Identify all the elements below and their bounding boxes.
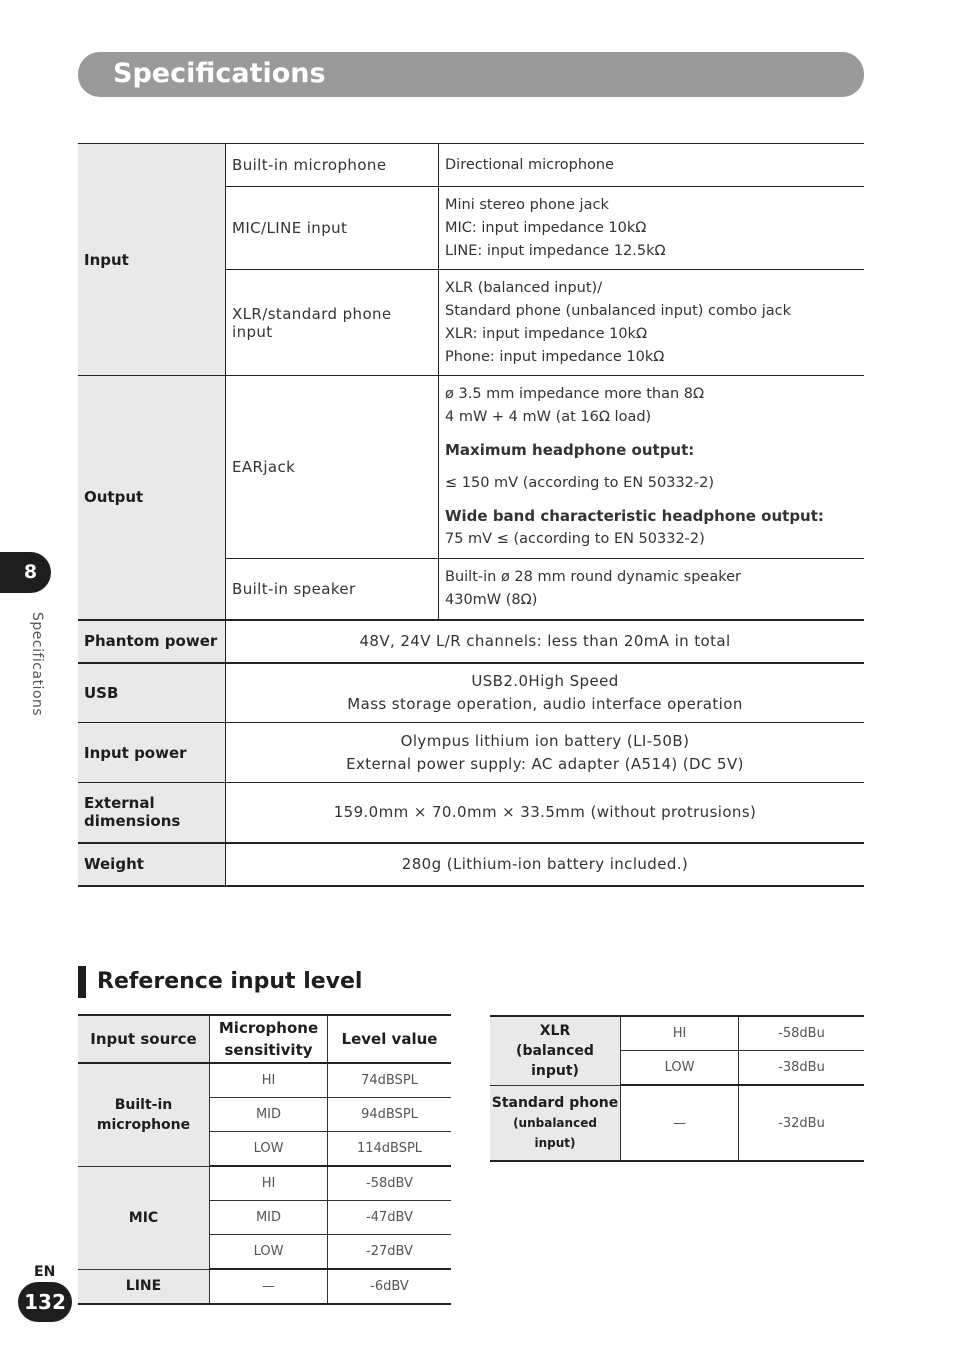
table-row: Built-in microphone HI 74dBSPL (78, 1063, 451, 1098)
reference-table-xlr (490, 1015, 864, 1162)
input-power-header: Input power (78, 723, 226, 783)
chapter-label: Specifications (29, 612, 45, 717)
col-level-value: Level value (328, 1015, 452, 1063)
builtin-mic-label: Built-in microphone (226, 144, 439, 187)
phantom-header: Phantom power (78, 620, 226, 663)
line-group: LINE (78, 1269, 210, 1304)
table-row: LINE — -6dBV (78, 1269, 451, 1304)
speaker-value: Built-in ø 28 mm round dynamic speaker 430mW (8Ω) (439, 559, 865, 620)
col-input-source: Input source (78, 1015, 210, 1063)
table-row: MID -47dBV (78, 1201, 451, 1235)
ear-label: EARjack (226, 376, 439, 559)
mic-line-value: Mini stereo phone jack MIC: input impedance 10kΩ LINE: input impedance 12.5kΩ (439, 187, 865, 270)
table-row: LOW -27dBV (78, 1235, 451, 1270)
table-row: MIC HI -58dBV (78, 1166, 451, 1201)
dimensions-header: External dimensions (78, 783, 226, 843)
builtin-mic-group: Built-in microphone (78, 1063, 210, 1166)
dimensions-value: 159.0mm × 70.0mm × 33.5mm (without protrusions) (226, 783, 865, 843)
max-output-heading: Maximum headphone output: (445, 441, 695, 459)
mic-line-label: MIC/LINE input (226, 187, 439, 270)
spec-table (78, 143, 864, 887)
xlr-value: XLR (balanced input)/ Standard phone (unbalanced input) combo jack XLR: input impedance 10kΩ Phone: input impedance 10kΩ (439, 270, 865, 376)
weight-header: Weight (78, 843, 226, 886)
builtin-mic-value: Directional microphone (439, 144, 865, 187)
table-row: LOW -38dBu (490, 1051, 864, 1086)
language-label: EN (34, 1264, 56, 1280)
xlr-label: XLR/standard phone input (226, 270, 439, 376)
phone-group: Standard phone (unbalanced input) (490, 1085, 621, 1161)
input-power-value: Olympus lithium ion battery (LI-50B) External power supply: AC adapter (A514) (DC 5V) (226, 723, 865, 783)
weight-value: 280g (Lithium-ion battery included.) (226, 843, 865, 886)
usb-header: USB (78, 663, 226, 723)
table-row: MID 94dBSPL (78, 1098, 451, 1132)
table-row: LOW 114dBSPL (78, 1132, 451, 1167)
input-header: Input (78, 144, 226, 376)
table-row: XLR (balanced input) HI -58dBu (490, 1016, 864, 1051)
header-bar (78, 52, 864, 97)
output-header: Output (78, 376, 226, 620)
mic-group: MIC (78, 1166, 210, 1269)
reference-table-mic (78, 1014, 451, 1305)
phantom-value: 48V, 24V L/R channels: less than 20mA in total (226, 620, 865, 663)
chapter-tab: 8 (0, 552, 51, 593)
speaker-label: Built-in speaker (226, 559, 439, 620)
xlr-group: XLR (balanced input) (490, 1016, 621, 1085)
table-row: Standard phone (unbalanced input) — -32dBu (490, 1085, 864, 1161)
page-title: Specifications (113, 58, 326, 89)
usb-value: USB2.0High Speed Mass storage operation, audio interface operation (226, 663, 865, 723)
reference-heading: Reference input level (78, 966, 362, 998)
col-mic-sensitivity: Microphone sensitivity (210, 1015, 328, 1063)
page-number: 132 (18, 1282, 72, 1322)
ear-value: ø 3.5 mm impedance more than 8Ω 4 mW + 4 mW (at 16Ω load) Maximum headphone output: ≤ 150 mV (according to EN 50332-2) Wide band characteristic headphone output: 75 mV ≤ (according to EN 50332-2) (439, 376, 865, 559)
wide-output-heading: Wide band characteristic headphone output: (445, 507, 824, 525)
